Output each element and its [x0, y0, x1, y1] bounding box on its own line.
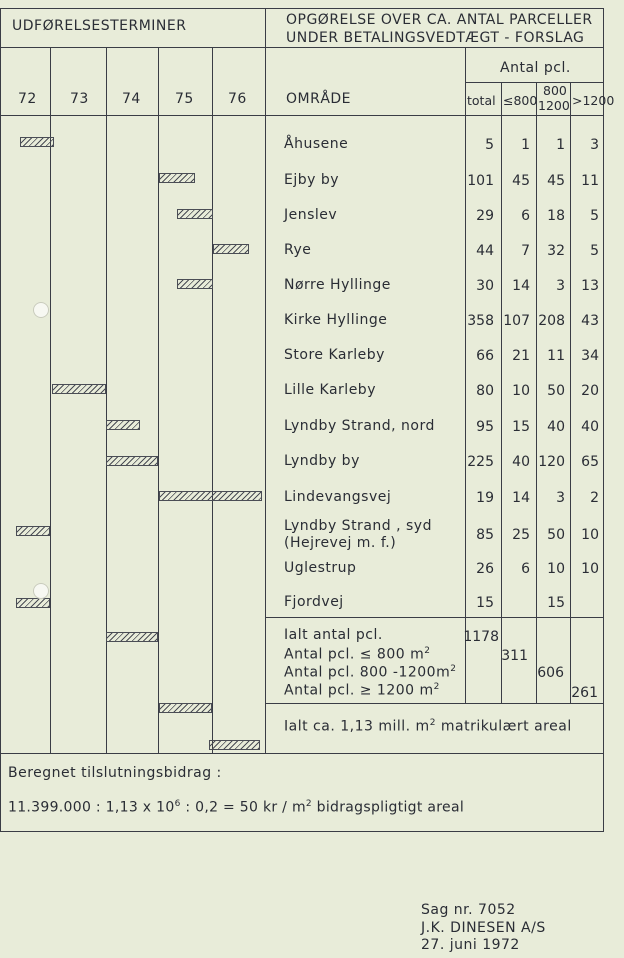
year-72: 72 [18, 91, 37, 107]
area-name: Kirke Hyllinge [284, 312, 388, 328]
area-name: Fjordvej [284, 594, 344, 610]
total-cell: 66 [476, 348, 494, 364]
total-cell: 19 [476, 490, 494, 506]
survey-title-line1: OPGØRELSE OVER CA. ANTAL PARCELLER [286, 12, 593, 28]
schedule-bar-summary [106, 632, 158, 642]
section-divider [265, 8, 266, 753]
area-name: Uglestrup [284, 560, 357, 576]
gt1200-cell: 3 [590, 137, 599, 153]
gt1200-cell: 65 [581, 454, 599, 470]
lt800-cell: 21 [512, 348, 530, 364]
gt1200-cell: 10 [581, 527, 599, 543]
mid-cell: 15 [547, 595, 565, 611]
year-76: 76 [228, 91, 247, 107]
total-cell: 80 [476, 383, 494, 399]
lt800-cell: 6 [521, 561, 530, 577]
gt1200-cell: 13 [581, 278, 599, 294]
total-area-text: Ialt ca. 1,13 mill. $m^2$ matrikulært areal [284, 718, 572, 735]
gt1200-cell: 11 [581, 173, 599, 189]
calc-formula: 11.399.000 : 1,13 x $10^6$ : 0,2 = 50 kr / $m^2$ bidragspligtigt areal [8, 799, 465, 816]
schedule-bar-fjordvej [16, 598, 50, 608]
schedule-bar-ahusene [20, 137, 54, 147]
year-divider-3 [158, 47, 159, 753]
schedule-bar-ejby [159, 173, 195, 183]
summary-bottom-border [265, 703, 604, 704]
lt800-cell: 7 [521, 243, 530, 259]
antal-group-header: Antal pcl. [500, 60, 571, 76]
mid-column-header-bottom: 1200 [538, 98, 570, 113]
schedule-bar-lyndby-strand-nord [106, 420, 140, 430]
mid-cell: 120 [538, 454, 565, 470]
gt1200-cell: 43 [581, 313, 599, 329]
total-cell: 15 [476, 595, 494, 611]
area-name: Nørre Hyllinge [284, 277, 391, 293]
year-75: 75 [175, 91, 194, 107]
lt800-column-header: ≤800 [503, 93, 538, 108]
total-cell: 85 [476, 527, 494, 543]
summary-lt800-value: 311 [501, 648, 528, 664]
area-name: Lyndby Strand, nord [284, 418, 435, 434]
right-border [603, 8, 604, 831]
area-name: Lindevangsvej [284, 489, 392, 505]
gt1200-cell: 10 [581, 561, 599, 577]
gt1200-cell: 40 [581, 419, 599, 435]
lt800-cell: 15 [512, 419, 530, 435]
mid-cell: 11 [547, 348, 565, 364]
gt1200-cell: 2 [590, 490, 599, 506]
total-cell: 44 [476, 243, 494, 259]
area-name: Jenslev [284, 207, 338, 223]
gt1200-cell: 34 [581, 348, 599, 364]
mid-column-header-top: 800 [543, 83, 567, 98]
area-name: Lyndby Strand , syd [284, 518, 432, 534]
area-name: Lille Karleby [284, 382, 376, 398]
area-column-header: OMRÅDE [286, 91, 352, 107]
mid-cell: 45 [547, 173, 565, 189]
summary-top-border [265, 617, 604, 618]
summary-mid-value: 606 [537, 665, 564, 681]
summary-total-label: Ialt antal pcl. [284, 627, 383, 643]
year-divider-4 [212, 47, 213, 753]
gt1200-cell: 5 [590, 243, 599, 259]
lt800-cell: 14 [512, 490, 530, 506]
mid-cell: 3 [556, 490, 565, 506]
lt800-cell: 107 [503, 313, 530, 329]
schedule-bar-jenslev [177, 209, 213, 219]
main-table-bottom [0, 753, 604, 754]
area-name: Lyndby by [284, 453, 360, 469]
punch-hole [33, 583, 49, 599]
year-73: 73 [70, 91, 89, 107]
company-name: J.K. DINESEN A/S [421, 920, 546, 936]
summary-gt1200-label: Antal pcl. ≥ 1200 $m^2$ [284, 682, 440, 699]
mid-cell: 50 [547, 383, 565, 399]
schedule-bar-rye [213, 244, 249, 254]
column-header-bottom [0, 115, 604, 116]
area-name: Åhusene [284, 136, 349, 152]
year-74: 74 [122, 91, 141, 107]
area-name: Store Karleby [284, 347, 385, 363]
lt800-cell: 45 [512, 173, 530, 189]
area-name: Rye [284, 242, 312, 258]
lt800-cell: 25 [512, 527, 530, 543]
schedule-bar-lille-karleby [52, 384, 106, 394]
total-cell: 225 [467, 454, 494, 470]
punch-hole [33, 302, 49, 318]
survey-title-line2: UNDER BETALINGSVEDTÆGT - FORSLAG [286, 30, 585, 46]
lt800-cell: 1 [521, 137, 530, 153]
total-cell: 101 [467, 173, 494, 189]
schedule-bar-lindevangsvej [159, 491, 262, 501]
schedule-bar-norre-hyllinge [177, 279, 213, 289]
mid-cell: 3 [556, 278, 565, 294]
table-top-border [0, 8, 604, 9]
schedule-bar-extra-2 [209, 740, 260, 750]
total-cell: 358 [467, 313, 494, 329]
calc-bottom-border [0, 831, 604, 832]
lt800-cell: 10 [512, 383, 530, 399]
gt1200-column-header: >1200 [572, 93, 615, 108]
gt1200-cell: 20 [581, 383, 599, 399]
schedule-bar-lyndby-by [106, 456, 158, 466]
summary-gt1200-value: 261 [571, 685, 598, 701]
mid-cell: 32 [547, 243, 565, 259]
mid-cell: 50 [547, 527, 565, 543]
document-date: 27. juni 1972 [421, 937, 520, 953]
total-cell: 95 [476, 419, 494, 435]
year-divider-2 [106, 47, 107, 753]
lt800-cell: 40 [512, 454, 530, 470]
antal-divider [465, 82, 604, 83]
schedule-title: UDFØRELSESTERMINER [12, 18, 187, 34]
total-column-header: total [467, 93, 496, 108]
total-cell: 30 [476, 278, 494, 294]
mid-cell: 40 [547, 419, 565, 435]
year-divider-1 [50, 47, 51, 753]
calc-label: Beregnet tilslutningsbidrag : [8, 765, 222, 781]
summary-total-value: 1178 [463, 629, 499, 645]
lt800-cell: 6 [521, 208, 530, 224]
schedule-bar-lyndby-strand-syd [16, 526, 50, 536]
case-number: Sag nr. 7052 [421, 902, 516, 918]
mid-cell: 208 [538, 313, 565, 329]
lt800-cell: 14 [512, 278, 530, 294]
mid-cell: 18 [547, 208, 565, 224]
summary-lt800-label: Antal pcl. ≤ 800 $m^2$ [284, 646, 431, 663]
schedule-bar-extra-1 [159, 703, 212, 713]
area-name: Ejby by [284, 172, 340, 188]
summary-mid-label: Antal pcl. 800 $-1200m^2$ [284, 664, 457, 681]
gt1200-cell: 5 [590, 208, 599, 224]
mid-cell: 10 [547, 561, 565, 577]
header-divider [0, 47, 604, 48]
total-cell: 29 [476, 208, 494, 224]
total-cell: 5 [485, 137, 494, 153]
area-name-sub: (Hejrevej m. f.) [284, 535, 397, 551]
total-cell: 26 [476, 561, 494, 577]
mid-cell: 1 [556, 137, 565, 153]
left-border [0, 8, 1, 831]
